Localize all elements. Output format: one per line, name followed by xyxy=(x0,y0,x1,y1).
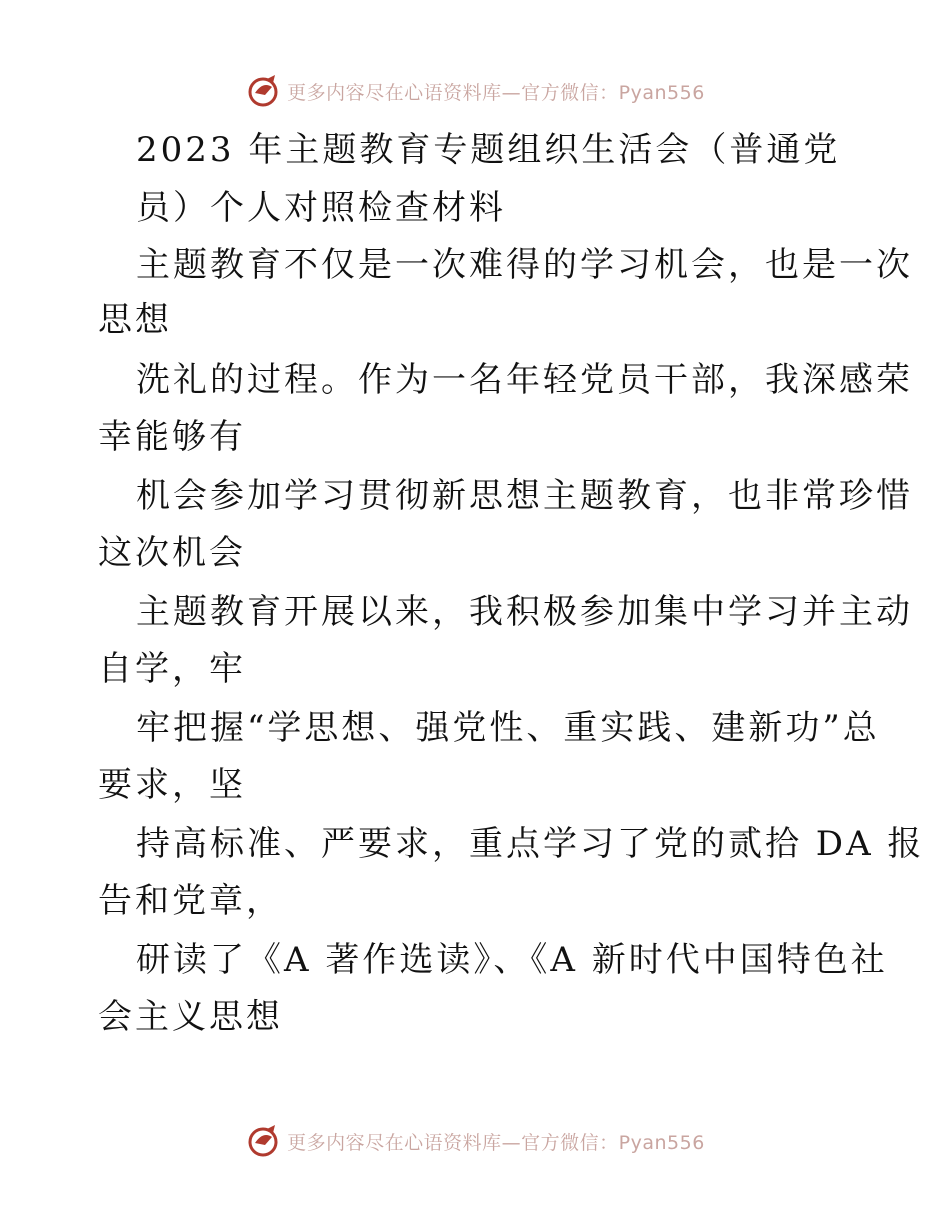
paragraph-line: 洗礼的过程。作为一名年轻党员干部，我深感荣 xyxy=(136,360,913,400)
paragraph-line: 要求，坚 xyxy=(98,765,246,805)
title-line-2: 员）个人对照检查材料 xyxy=(136,188,506,228)
paragraph-line: 机会参加学习贯彻新思想主题教育，也非常珍惜 xyxy=(136,476,913,516)
paragraph-line: 这次机会 xyxy=(98,533,246,573)
paragraph-line: 思想 xyxy=(98,300,172,340)
banner-text: 更多内容尽在心语资料库—官方微信：Pyan556 xyxy=(287,1131,705,1154)
wechat-id: Pyan556 xyxy=(618,1131,705,1154)
header-watermark-banner xyxy=(0,71,950,111)
brand-logo-icon xyxy=(245,1123,281,1159)
paragraph-line: 会主义思想 xyxy=(98,997,283,1037)
paragraph-line: 自学，牢 xyxy=(98,649,246,689)
footer-watermark-banner xyxy=(0,1121,950,1161)
paragraph-line: 主题教育开展以来，我积极参加集中学习并主动 xyxy=(136,592,913,632)
banner-text: 更多内容尽在心语资料库—官方微信：Pyan556 xyxy=(287,81,705,104)
paragraph-line: 牢把握“学思想、强党性、重实践、建新功”总 xyxy=(136,708,880,748)
title-line-1: 2023 年主题教育专题组织生活会（普通党 xyxy=(136,130,841,170)
paragraph-line: 持高标准、严要求，重点学习了党的贰拾 DA 报 xyxy=(136,824,925,864)
brand-logo-icon xyxy=(245,73,281,109)
paragraph-line: 研读了《A 著作选读》、《A 新时代中国特色社 xyxy=(136,940,888,980)
paragraph-line: 主题教育不仅是一次难得的学习机会，也是一次 xyxy=(136,245,913,285)
paragraph-line: 告和党章， xyxy=(98,881,283,921)
paragraph-line: 幸能够有 xyxy=(98,417,246,457)
wechat-id: Pyan556 xyxy=(618,81,705,104)
